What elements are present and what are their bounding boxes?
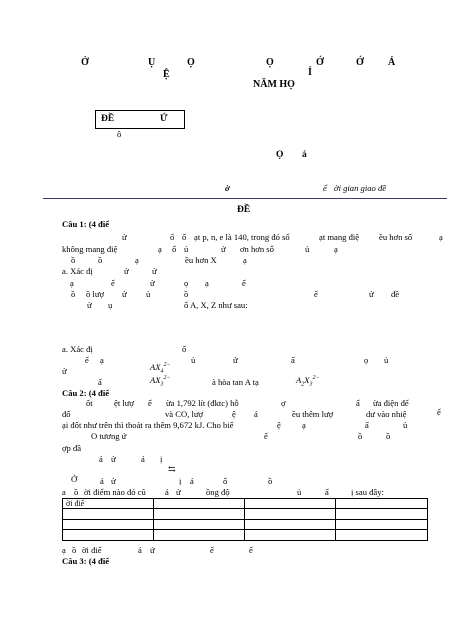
header-char: Ọ xyxy=(187,57,195,68)
table-cell xyxy=(336,530,428,540)
q1-text: ử xyxy=(152,266,157,276)
q2-text: ị xyxy=(179,476,182,486)
q1-text: ấ xyxy=(291,355,295,365)
q2-text: ủ xyxy=(297,487,302,497)
q1-text: ố xyxy=(172,244,177,254)
table-cell xyxy=(244,499,336,509)
q2-text: ả xyxy=(99,454,103,464)
q2-text: ợp đầ xyxy=(62,443,82,453)
q2-text: O tương ứ xyxy=(91,431,127,441)
q2-text: ử xyxy=(111,476,116,486)
q1-text: ế xyxy=(242,278,246,288)
table-cell xyxy=(153,530,244,540)
q2-text: ế xyxy=(264,431,268,441)
q1-text: ọ xyxy=(364,355,369,365)
table-cell xyxy=(153,499,244,509)
q2-text: ại đốt như trên thì thoát ra thêm 9,672 kJ. Cho biế xyxy=(62,420,234,430)
q1-part-b-label: a. Xác đị xyxy=(62,344,93,354)
question-3-title: Câu 3: (4 điể xyxy=(62,556,110,566)
time-char: ể xyxy=(323,183,327,193)
q1-text: ủ xyxy=(305,244,310,254)
school-year: NĂM HỌ xyxy=(253,79,295,90)
q2-text: ồ xyxy=(268,476,273,486)
q1-text: ử xyxy=(62,366,67,376)
q2-text: ồ xyxy=(74,487,79,497)
q1-text: ử xyxy=(233,355,238,365)
q2-text: ồ xyxy=(72,545,77,555)
q2-text: ệt lượ xyxy=(114,398,134,408)
q2-text: ời điể xyxy=(82,545,102,555)
table-cell xyxy=(244,530,336,540)
exam-label-box xyxy=(95,110,185,129)
q1-text: ử xyxy=(124,266,129,276)
table-header-cell: ời điể xyxy=(63,499,154,509)
q1-text: ạ xyxy=(243,255,247,265)
divider-line xyxy=(43,198,447,199)
q2-text: ả xyxy=(141,454,145,464)
q2-text: ử xyxy=(150,545,155,555)
q1-text: ấ xyxy=(98,377,102,387)
q1-text: ủ xyxy=(191,355,196,365)
q1-text: ạt p, n, e là 140, trong đó số xyxy=(194,232,290,242)
q1-text: ơn hơn số xyxy=(240,244,274,254)
q1-text: ử xyxy=(369,289,374,299)
q2-text: ủ xyxy=(403,420,408,430)
ion-formula: $A_2X_3^{2-}$ xyxy=(296,374,320,388)
subject-char: Ọ xyxy=(276,150,284,160)
q1-text: ủ xyxy=(184,244,189,254)
q1-text: ử xyxy=(221,244,226,254)
question-2-title: Câu 2: (4 điể xyxy=(62,388,110,398)
table-cell xyxy=(63,530,154,540)
table-cell xyxy=(244,519,336,529)
table-row xyxy=(63,530,428,540)
table-cell xyxy=(336,519,428,529)
section-title: ĐỀ xyxy=(237,205,251,215)
q2-text: ốt xyxy=(86,398,93,408)
q1-part-a-label: a. Xác đị xyxy=(62,266,93,276)
q2-text: ệ xyxy=(277,420,281,430)
q2-text: và CO, lượ xyxy=(165,409,204,419)
table-cell xyxy=(63,509,154,519)
q2-text: ừa 1,792 lít (đktc) hỗ xyxy=(166,398,239,408)
header-char: Ọ xyxy=(266,57,274,68)
q1-text: ạ xyxy=(158,244,162,254)
q2-text: ều thêm lượ xyxy=(292,409,334,419)
q1-text: ố xyxy=(182,344,187,354)
table-cell xyxy=(153,509,244,519)
q2-text: ử xyxy=(111,454,116,464)
q2-text: ế xyxy=(249,545,253,555)
q2-text: ồ xyxy=(386,431,391,441)
q2-text: ả xyxy=(138,545,142,555)
q1-text: ử xyxy=(122,289,127,299)
table-row xyxy=(63,509,428,519)
table-row xyxy=(63,519,428,529)
table-row xyxy=(63,499,428,509)
exam-label-left: ĐỀ xyxy=(101,114,115,124)
q1-text: ử xyxy=(87,300,92,310)
q2-text: ử xyxy=(176,487,181,497)
q1-text: ạ xyxy=(100,355,104,365)
q2-text: ả xyxy=(165,487,169,497)
q2-text: a xyxy=(62,487,66,497)
exam-label-right: Ứ xyxy=(160,114,168,124)
q2-text: ấ xyxy=(365,420,369,430)
q1-text: ồ xyxy=(71,255,76,265)
q2-text: Ở xyxy=(71,474,78,484)
q1-text: ử xyxy=(150,278,155,288)
q1-text: ế xyxy=(111,278,115,288)
ion-formula: $AX_4^{2-}$ xyxy=(150,361,171,375)
q2-text: ạ xyxy=(62,545,66,555)
header-char: Á xyxy=(388,57,396,68)
q1-text: ồ xyxy=(184,289,189,299)
q1-text: ế xyxy=(85,355,89,365)
q2-text: ệ xyxy=(232,409,236,419)
q2-text: ị sau đây: xyxy=(351,487,384,497)
q1-text: không mang điệ xyxy=(62,244,118,254)
q1-text: à hòa tan A tạ xyxy=(212,377,259,387)
q1-text: ố A, X, Z như sau: xyxy=(184,300,248,310)
table-cell xyxy=(336,509,428,519)
q1-text: ồ xyxy=(71,289,76,299)
q2-text: ạ xyxy=(302,420,306,430)
q1-text: ọ xyxy=(184,278,189,288)
q2-text: đố xyxy=(62,409,71,419)
q1-text: ạ xyxy=(70,278,74,288)
q2-text: ị xyxy=(160,454,163,464)
q1-text: ều hơn số xyxy=(379,232,413,242)
q2-text: ố xyxy=(223,476,228,486)
ion-formula: $AX_3^{2-}$ xyxy=(150,374,171,388)
q1-text: ế xyxy=(314,289,318,299)
q2-text: dư vào nhiệ xyxy=(366,409,407,419)
header-char: Ụ xyxy=(148,57,156,68)
time-note: ời gian giao đề xyxy=(334,183,387,193)
header-char: Ở xyxy=(81,57,89,68)
q1-text: đề xyxy=(391,289,400,299)
q1-text: ạ xyxy=(135,255,139,265)
q2-text: ế xyxy=(210,545,214,555)
q2-text: ồ xyxy=(358,431,363,441)
q2-text: ấ xyxy=(325,487,329,497)
table-cell xyxy=(336,499,428,509)
concentration-table xyxy=(62,498,428,541)
q1-text: ổ xyxy=(170,232,175,242)
q2-text: ời điểm nào đó cũ xyxy=(84,487,146,497)
q1-text: ồ lượ xyxy=(86,289,105,299)
q2-text: ế xyxy=(437,407,441,417)
q1-text: ố xyxy=(182,232,187,242)
q1-text: ều hơn X xyxy=(185,255,217,265)
table-cell xyxy=(244,509,336,519)
equilibrium-arrow-icon: ⇆ xyxy=(168,464,176,474)
subject-char: á xyxy=(302,150,307,160)
header-char: Ệ xyxy=(163,69,170,80)
question-1-title: Câu 1: (4 điể xyxy=(62,219,110,229)
q1-text: ồ xyxy=(98,255,103,265)
q2-text: ồng độ xyxy=(206,487,230,497)
q2-text: ả xyxy=(100,476,104,486)
q2-text: ả xyxy=(254,409,258,419)
q2-text: ợ xyxy=(281,398,286,408)
table-cell xyxy=(63,519,154,529)
q1-text: ạ xyxy=(205,278,209,288)
q1-text: ử xyxy=(122,232,127,242)
q1-text: ạt mang điệ xyxy=(319,232,360,242)
q1-text: ạ xyxy=(439,232,443,242)
under-box-char: ô xyxy=(117,129,122,139)
header-char: Ỉ xyxy=(308,67,312,78)
time-char: ờ xyxy=(225,183,230,193)
q2-text: ừa điện để xyxy=(373,398,409,408)
q1-text: ạ xyxy=(334,244,338,254)
header-char: Ớ xyxy=(356,57,364,68)
q2-text: ấ xyxy=(356,398,360,408)
table-cell xyxy=(153,519,244,529)
q1-text: ủ xyxy=(384,355,389,365)
header-char: Ớ xyxy=(316,57,324,68)
q1-text: ủ xyxy=(146,289,151,299)
q2-text: ế xyxy=(148,398,152,408)
q2-text: ả xyxy=(190,476,194,486)
q1-text: ụ xyxy=(108,300,113,310)
